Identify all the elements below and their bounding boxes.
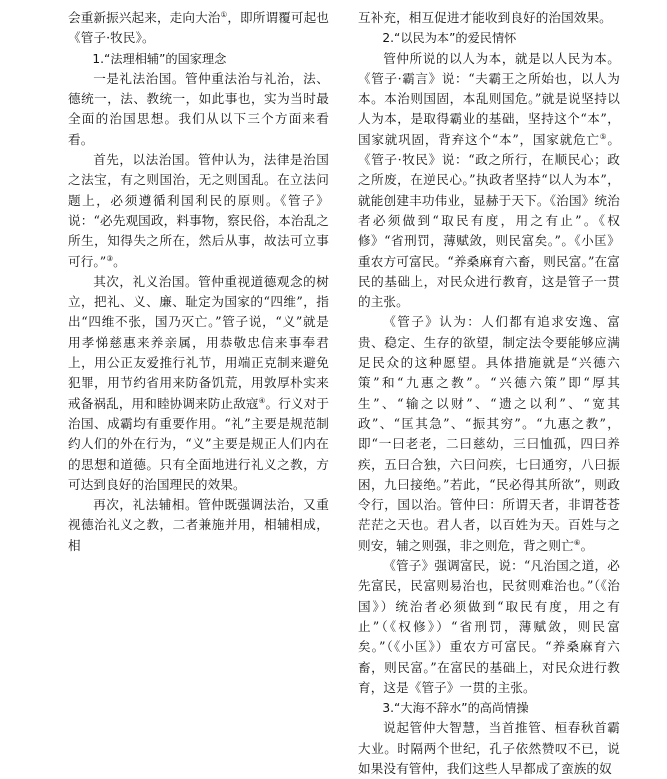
paragraph-opening-continued: 会重新振兴起来，走向大治①，即所谓覆可起也《管子·牧民》。: [68, 10, 329, 46]
left-column: [68, 8, 329, 756]
paragraph-great-wisdom: 说起管仲大智慧，当首推管、桓春秋首霸大业。时隔两个世纪，孔子依然赞叹不已，说如果没有管仲，我们这些人早都成了蛮族的奴: [358, 720, 620, 776]
paragraph-govern-by-law: 首先，以法治国。管仲认为，法律是治国之法宝，有之则国治，无之则国乱。在立法问题上，必须遵循利国利民的原则。《管子》说：“必先观国政，料事物，察民俗，本治乱之所生，知得失之所在，然后从事，故法可立事可行。”③。: [68, 152, 329, 269]
section-heading-noble-sentiment: 3.“大海不辞水”的高尚情操: [382, 701, 529, 716]
footnote-marker: ④: [258, 395, 266, 405]
footnote-marker: ⑤: [599, 131, 608, 141]
paragraph-continued: 互补充，相互促进才能收到良好的治国效果。: [358, 10, 612, 25]
paragraph-people-as-root: 管仲所说的以人为本，就是以人民为本。《管子·霸言》说：“夫霸王之所始也，以人为本。本治则国固，本乱则国危。”就是说坚持以人为本，是取得霸业的基础，坚持这个“本”，国家就巩固，背弃这个“本”，国家就危亡⑤。《管子·牧民》说：“政之所行，在顺民心；政之所废，在逆民心。”执政者坚持“以人为本”，就能创建丰功伟业，显赫于天下。《治国》统治者必须做到“取民有度，用之有止”。《权修》“省刑罚，薄赋敛，则民富矣。”。《小匡》重农方可富民。“养桑麻育六畜，则民富。”在富民的基础上，对民众进行教育，这是管子一贯的主张。: [358, 50, 621, 310]
paragraph-enrich-people: 《管子》强调富民，说：“凡治国之道，必先富民，民富则易治也，民贫则难治也。”（《治国》）统治者必须做到“取民有度，用之有止”（《权修》）“省刑罚，薄赋敛，则民富矣。”（《小匡》）重农方可富民。“养桑麻育六畜，则民富。”在富民的基础上，对民众进行教育，这是《管子》一贯的主张。: [358, 558, 620, 695]
paragraph-ritual-and-law: 一是礼法治国。管仲重法治与礼治，法、德统一，法、教统一，如此事也，实为当时最全面的治国思想。我们从以下三个方面来看看。: [68, 70, 329, 147]
section-heading-people-first: 2.“以民为本”的爱民情怀: [382, 31, 517, 46]
paragraph-complementary: 再次，礼法辅相。管仲既强调法治，又重视德治礼义之教，二者兼施并用，相辅相成，相: [68, 497, 329, 553]
footnote-marker: ③: [106, 253, 114, 263]
footnote-marker: ①: [220, 10, 228, 19]
footnote-marker: ⑥: [573, 537, 581, 547]
right-column: [358, 8, 621, 776]
section-heading-rule-of-law: 1.“法理相辅”的国家理念: [92, 51, 227, 66]
paragraph-govern-by-propriety: 其次，礼义治国。管仲重视道德观念的树立，把礼、义、廉、耻定为国家的“四维”，指出“四维不张，国乃灭亡。”管子说，“义”就是用孝悌慈惠来养亲属，用恭敬忠信来事奉君上，用公正友爱推行礼节，用端正克制来避免犯罪，用节约省用来防备饥荒，用敦厚朴实来戒备祸乱，用和睦协调来防止敌寇④。行义对于治国、成霸均有重要作用。“礼”主要是规范制约人们的外在行为，“义”主要是规正人们内在的思想和道德。只有全面地进行礼义之教，方可达到良好的治国理民的效果。: [68, 273, 330, 492]
paragraph-desires-of-people: 《管子》认为：人们都有追求安逸、富贵、稳定、生存的欲望，制定法令要能够应满足民众的这种愿望。具体措施就是“兴德六策”和“九惠之教”。“兴德六策”即“厚其生”、“输之以财”、“遗之以利”、“宽其政”、“匡其急”、“振其穷”。“九惠之教”，即“一曰老老，二曰慈幼，三曰恤孤，四曰养疾，五曰合独，六曰问疾，七曰通穷，八曰振困，九曰接绝。”若此，“民必得其所欲”，则政令行，国以治。管仲曰：所谓天者，非谓苍苍茫茫之天也。君人者，以百姓为天。百姓与之则安，辅之则强，非之则危，背之则亡⑥。: [358, 314, 620, 553]
